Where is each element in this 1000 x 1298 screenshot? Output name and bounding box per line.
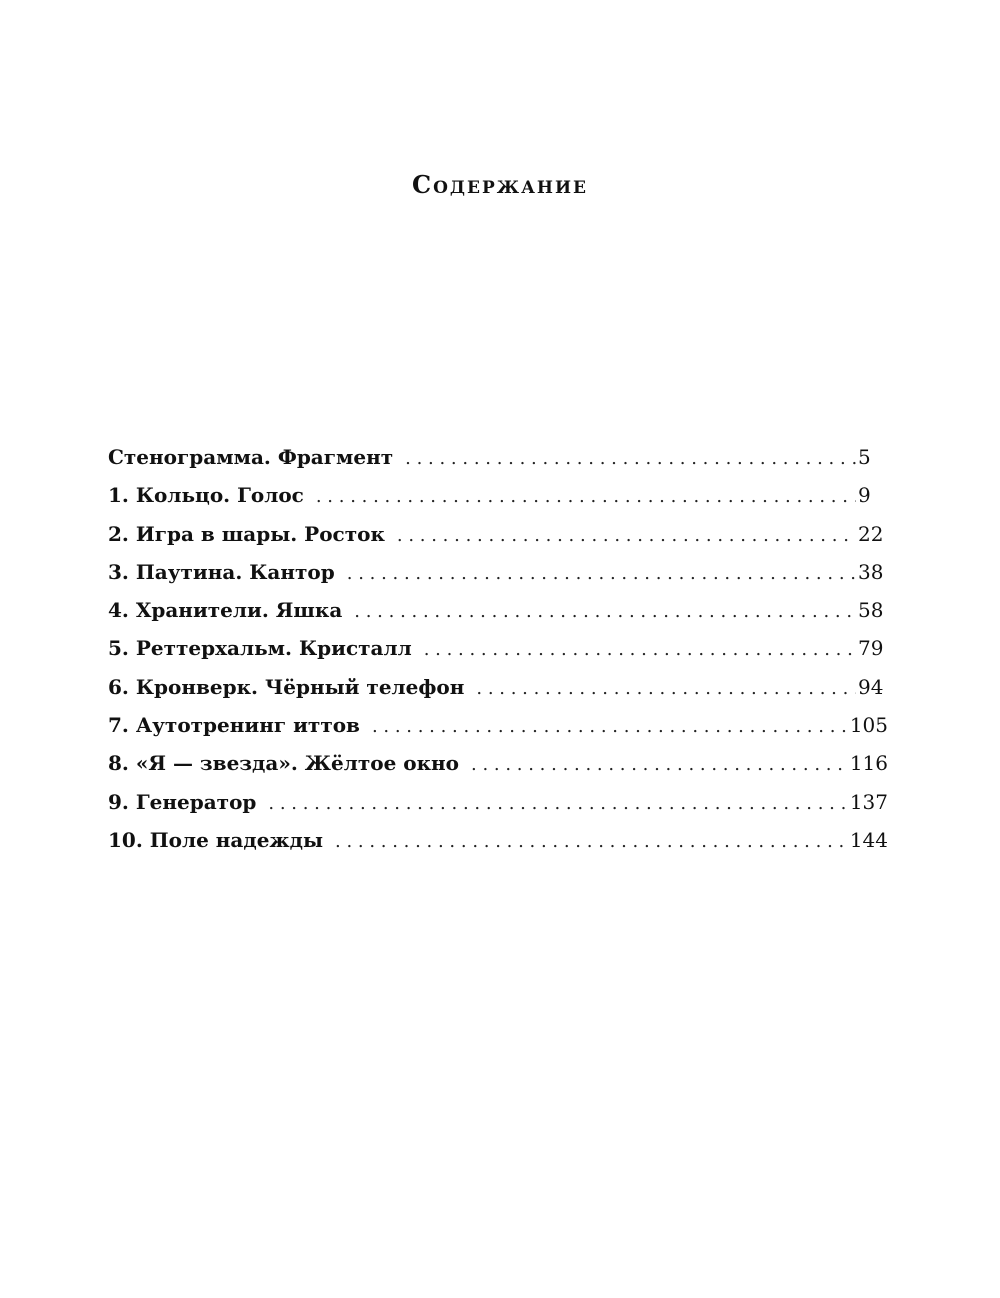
toc-entry-page-number: 137: [849, 789, 888, 814]
dot-leader: [471, 750, 848, 780]
toc-entry-label: Стенограмма. Фрагмент: [108, 445, 394, 469]
dot-leader: [397, 521, 856, 551]
toc-entry: [108, 595, 888, 633]
toc-entry: [108, 519, 888, 557]
toc-entry: [108, 442, 888, 480]
toc-entry: [108, 825, 888, 863]
toc-entry-label: 7. Аутотренинг иттов: [108, 713, 360, 738]
toc-entry: [108, 787, 888, 825]
toc-entry-label: 6. Кронверк. Чёрный телефон: [108, 674, 465, 699]
dot-leader: [476, 674, 856, 704]
dot-leader: [268, 789, 847, 819]
toc-entry-label: 3. Паутина. Кантор: [108, 559, 335, 584]
dot-leader: [405, 444, 856, 474]
toc-entry-label: 4. Хранители. Яшка: [108, 598, 343, 623]
toc-entry-page-number: 116: [849, 751, 888, 776]
toc-entry-page-number: 144: [849, 827, 888, 852]
toc-entry: [108, 480, 888, 518]
table-of-contents: [108, 442, 888, 863]
toc-entry-page-number: 105: [849, 713, 888, 738]
toc-entry: [108, 748, 888, 786]
toc-entry-label: 1. Кольцо. Голос: [108, 483, 304, 508]
dot-leader: [372, 712, 848, 742]
toc-entry: [108, 557, 888, 595]
dot-leader: [316, 482, 856, 512]
dot-leader: [354, 597, 856, 627]
toc-entry-label: 10. Поле надежды: [108, 827, 323, 852]
dot-leader: [347, 559, 856, 589]
toc-entry-page-number: 38: [858, 559, 884, 584]
toc-entry-page-number: 9: [858, 483, 871, 508]
toc-entry-label: 2. Игра в шары. Росток: [108, 521, 385, 546]
page-title: Содержание: [412, 170, 588, 199]
toc-entry-page-number: 58: [858, 598, 884, 623]
toc-entry: [108, 633, 888, 671]
toc-entry: [108, 672, 888, 710]
toc-entry-page-number: 22: [858, 521, 884, 546]
dot-leader: [424, 635, 856, 665]
toc-entry: [108, 710, 888, 748]
toc-entry-page-number: 79: [858, 636, 884, 661]
toc-entry-label: 9. Генератор: [108, 789, 257, 814]
toc-entry-label: 5. Реттерхальм. Кристалл: [108, 636, 412, 661]
toc-entry-page-number: 94: [858, 674, 884, 699]
toc-entry-label: 8. «Я — звезда». Жёлтое окно: [108, 751, 460, 776]
dot-leader: [335, 827, 848, 857]
toc-entry-page-number: 5: [858, 445, 871, 469]
